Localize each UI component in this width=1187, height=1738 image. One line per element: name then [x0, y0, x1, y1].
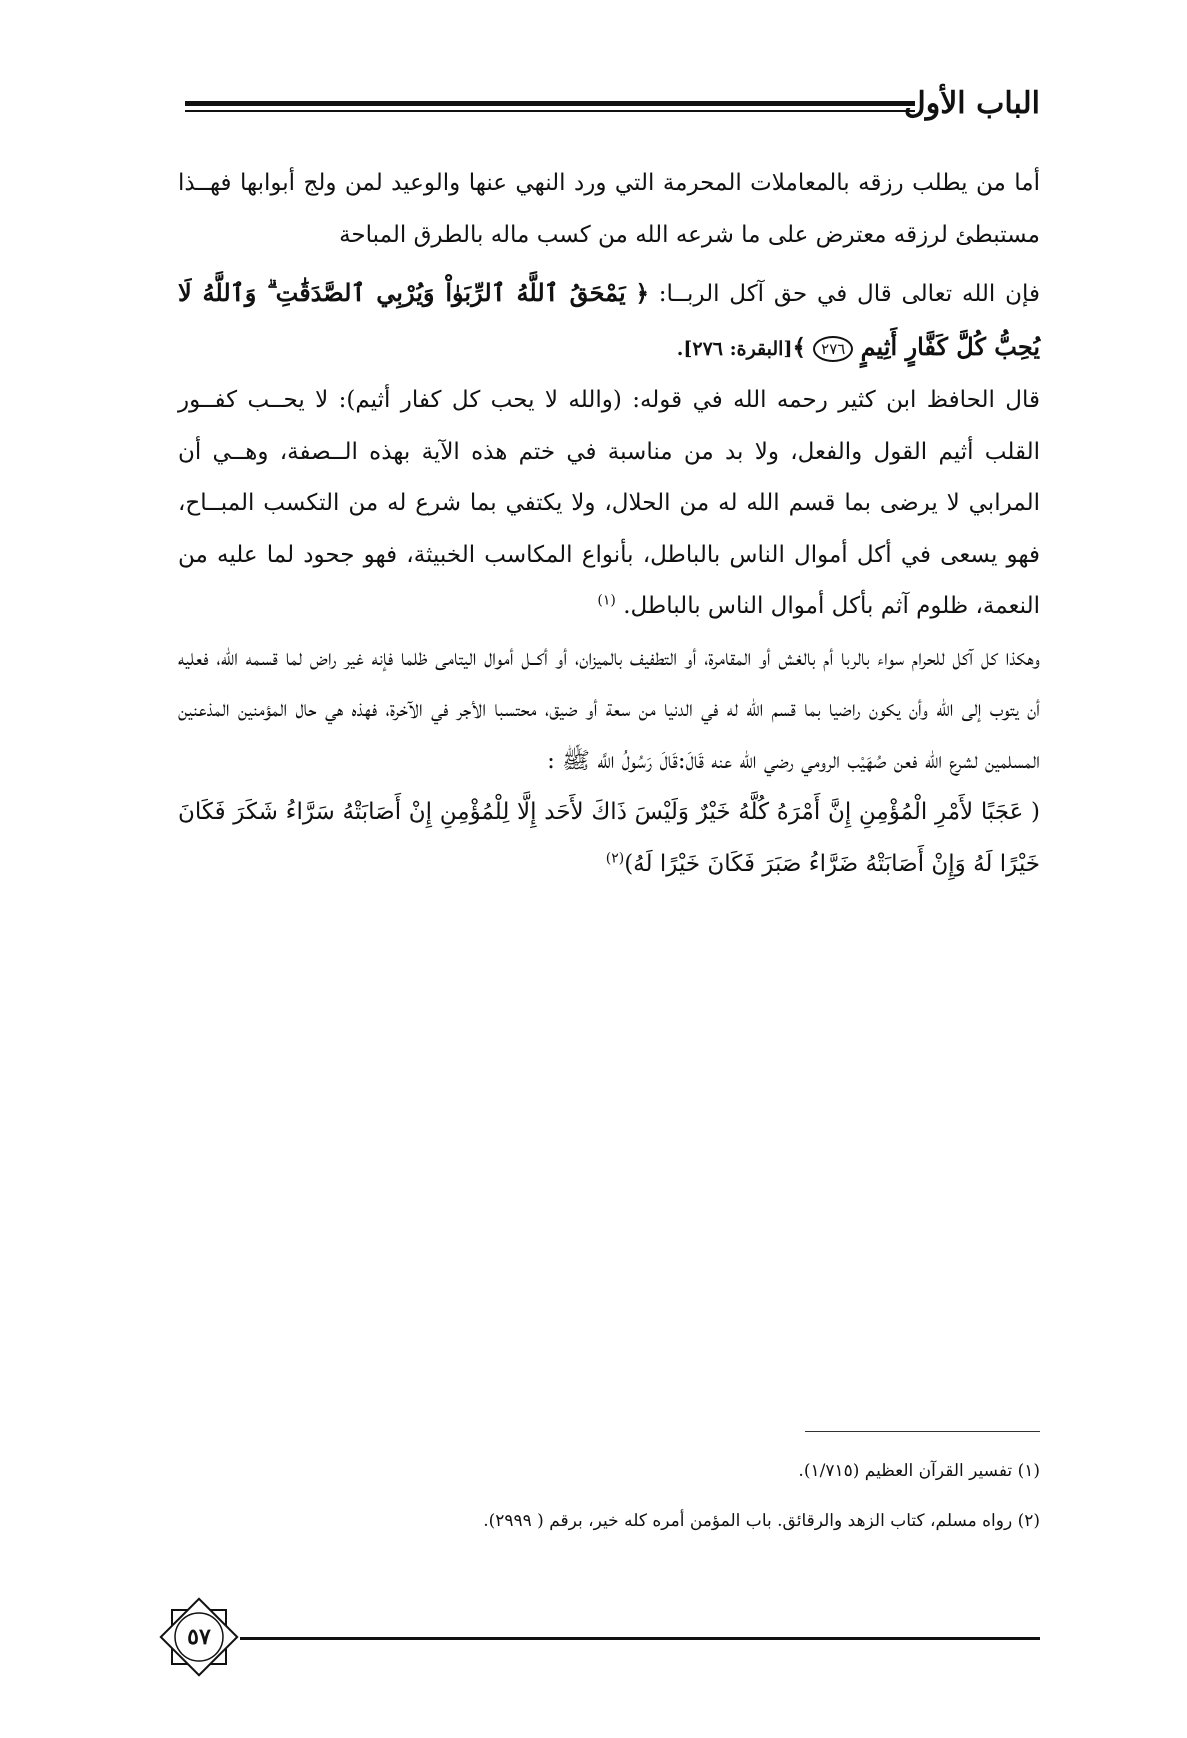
footnote-marker-1[interactable]: (١): [597, 592, 616, 609]
ornate-bracket-open: ﴿: [635, 280, 649, 307]
tafsir-text: قال الحافظ ابن كثير رحمه الله في قوله: (والله لا يحب كل كفار أثيم): لا يحــب كفــور القلب أثيم القول والفعل، ولا بد من مناسبة في ختم هذه الآية بهذه الــصفة، وهــي أن المرابي لا يرضى بما قسم الله له من الحلال، ولا يكتفي بما شرع له من التكسب المبــاح، فهو يسعى في أكل أموال الناس بالباطل، بأنواع المكاسب الخبيثة، فهو جحود لما عليه من النعمة، ظلوم آثم بأكل أموال الناس بالباطل.: [178, 387, 1040, 619]
paragraph-quran: [178, 267, 1040, 375]
footnotes: [178, 1446, 1040, 1546]
paragraph-hadith: [178, 787, 1040, 890]
header-rule-thin: [185, 110, 915, 112]
chapter-title: الباب الأول: [903, 86, 1040, 121]
ornate-bracket-close: ﴾: [792, 333, 806, 361]
verse-reference: [البقرة: ٢٧٦].: [676, 337, 793, 360]
paragraph-tafsir: [178, 375, 1040, 633]
hadith-text: ( عَجَبًا لأَمْرِ الْمُؤْمِنِ إِنَّ أَمْرَهُ كُلَّهُ خَيْرٌ وَلَيْسَ ذَاكَ لأَحَد إِلَّا لِلْمُؤْمِنِ إِنْ أَصَابَتْهُ سَرَّاءُ شَكَرَ فَكَانَ خَيْرًا لَهُ وَإِنْ أَصَابَتْهُ ضَرَّاءُ صَبَرَ فَكَانَ خَيْرًا لَهُ): [178, 799, 1040, 877]
quran-intro: فإن الله تعالى قال في حق آكل الربــا:: [648, 281, 1041, 307]
paragraph-1: أما من يطلب رزقه بالمعاملات المحرمة التي ورد النهي عنها والوعيد لمن ولج أبوابها فهــذا مستبطئ لرزقه معترض على ما شرعه الله من كسب ماله بالطرق المباحة: [178, 170, 1040, 248]
ayah-number-icon: ٢٧٦: [813, 336, 853, 362]
footnote-1: (١) تفسير القرآن العظيم (١/٧١٥).: [798, 1461, 1040, 1481]
main-text: [178, 158, 1040, 890]
footer-rule: [240, 1637, 1040, 1640]
footnote-marker-2[interactable]: (٢): [605, 849, 625, 866]
page-header: [185, 82, 1040, 132]
page-number-ornament: [155, 1593, 243, 1681]
quran-verse: يَمْحَقُ ٱللَّهُ ٱلرِّبَوٰاْ وَيُرْبِي ٱلصَّدَقَٰتِ ۗ وَٱللَّهُ لَا يُحِبُّ كُلَّ كَفَّارٍ أَثِيمٍ: [178, 278, 1040, 361]
footnote-2: (٢) رواه مسلم، كتاب الزهد والرقائق. باب المؤمن أمره كله خير، برقم ( ٢٩٩٩).: [483, 1511, 1040, 1531]
footnote-separator: [805, 1431, 1040, 1432]
paragraph-4: وهكذا كل آكل للحرام سواء بالربا أم بالغش أو المقامرة، أو التطفيف بالميزان، أو أكــل أموال اليتامى ظلما فإنه غير راض لما قسمه الله، فعليه أن يتوب إلى الله وأن يكون راضيا بما قسم الله له في الدنيا من سعة أو ضيق، محتسبا الأجر في الآخرة، فهذه هي حال المؤمنين المذعنين المسلمين لشرع الله فعن صُهَيْب الرومي رضي الله عنه قَالَ:قَالَ رَسُولُ اللَّه ﷺ :: [178, 644, 1040, 774]
page-number: ٥٧: [187, 1624, 211, 1650]
header-rule: [185, 101, 915, 106]
